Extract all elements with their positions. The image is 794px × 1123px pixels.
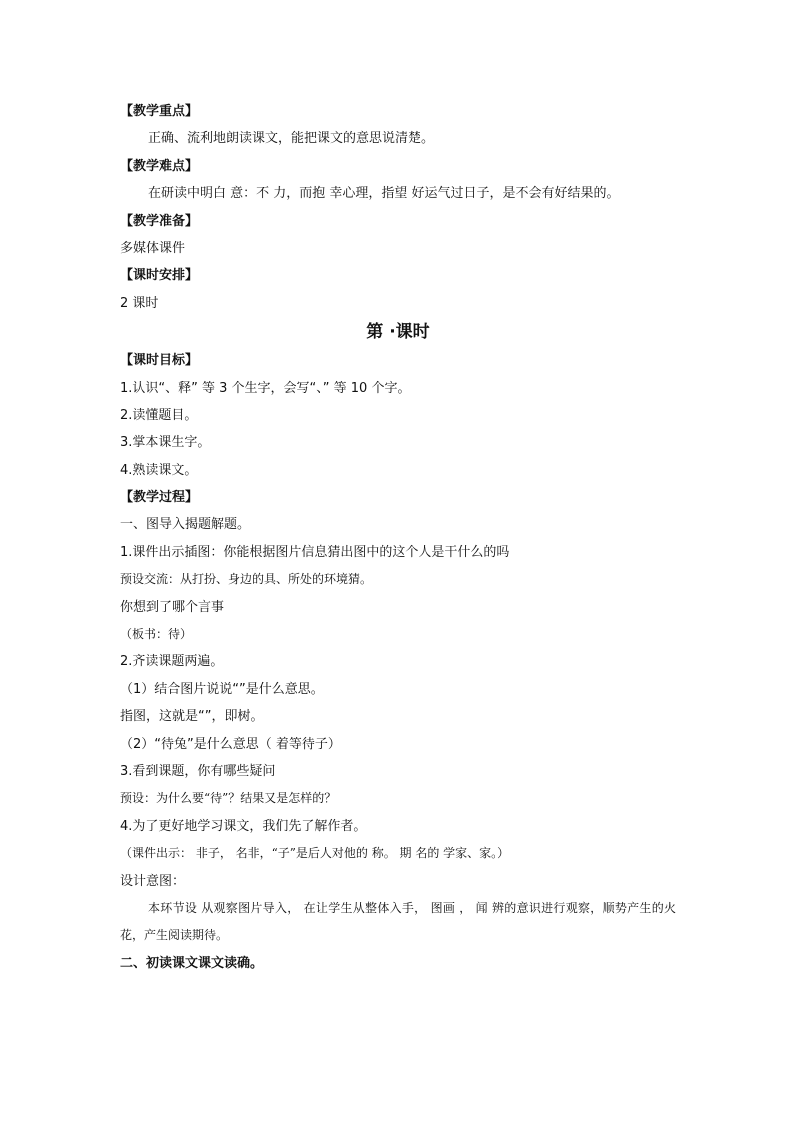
heading-lesson-schedule: 【课时安排】 bbox=[120, 268, 199, 284]
document-body bbox=[120, 98, 676, 977]
process-item-1-3: 3.看到课题，你有哪些疑问 bbox=[120, 764, 276, 779]
courseware-note-author: （课件出示： 非子， 名非，“子”是后人对他的 称。 期 名的 学家、家。） bbox=[120, 846, 510, 861]
heading-lesson-goals: 【课时目标】 bbox=[120, 353, 199, 369]
paragraph-teaching-preparation: 多媒体课件 bbox=[120, 240, 186, 256]
process-subitem-1: （1）结合图片说说“”是什么意思。 bbox=[120, 681, 324, 697]
list-item-goal-4: 4.熟读课文。 bbox=[120, 462, 198, 478]
heading-teaching-focus: 【教学重点】 bbox=[120, 104, 199, 119]
process-step-1: 一、图导入揭题解题。 bbox=[120, 517, 251, 533]
list-item-goal-1: 1.认识“、释” 等 3 个生字，会写“、” 等 10 个字。 bbox=[120, 380, 411, 396]
process-item-1-1: 1.课件出示插图：你能根据图片信息猜出图中的这个人是干什么的吗 bbox=[120, 544, 510, 560]
process-question-idiom: 你想到了哪个言事 bbox=[120, 599, 225, 615]
heading-teaching-process: 【教学过程】 bbox=[120, 490, 199, 506]
blackboard-note: （板书：待） bbox=[120, 627, 193, 642]
list-item-goal-2: 2.读懂题目。 bbox=[120, 407, 198, 423]
paragraph-lesson-schedule: 2 课时 bbox=[120, 295, 159, 311]
preset-note-2: 预设：为什么要“待”？结果又是怎样的？ bbox=[120, 791, 337, 806]
process-step-2: 二、初读课文课文读确。 bbox=[120, 955, 264, 971]
paragraph-teaching-difficulty: 在研读中明白 意：不 力，而抱 幸心理，指望 好运气过日子，是不会有好结果的。 bbox=[148, 186, 620, 202]
design-intent-paragraph: 本环节设 从观察图片导入， 在让学生从整体入手， 图画 ， 闻 辨的意识进行观察，顺势产生的火花，产生阅读期待。 bbox=[120, 900, 676, 943]
heading-teaching-difficulty: 【教学难点】 bbox=[120, 158, 199, 174]
heading-teaching-preparation: 【教学准备】 bbox=[120, 213, 199, 229]
paragraph-teaching-focus: 正确、流利地朗读课文，能把课文的意思说清楚。 bbox=[148, 131, 435, 147]
section-title-lesson: 第 ·课时 bbox=[366, 322, 430, 343]
preset-note-1: 预设交流：从打扮、身边的具、所处的环境猜。 bbox=[120, 572, 373, 587]
design-intent-label: 设计意图： bbox=[120, 873, 186, 889]
process-item-1-4: 4.为了更好地学习课文，我们先了解作者。 bbox=[120, 818, 367, 834]
process-subitem-2: （2）“待兔”是什么意思（ 着等待子） bbox=[120, 736, 341, 752]
process-item-1-2: 2.齐读课题两遍。 bbox=[120, 654, 224, 670]
process-explanation: 指图，这就是“”，即树。 bbox=[120, 709, 264, 725]
list-item-goal-3: 3.掌本课生字。 bbox=[120, 435, 211, 451]
